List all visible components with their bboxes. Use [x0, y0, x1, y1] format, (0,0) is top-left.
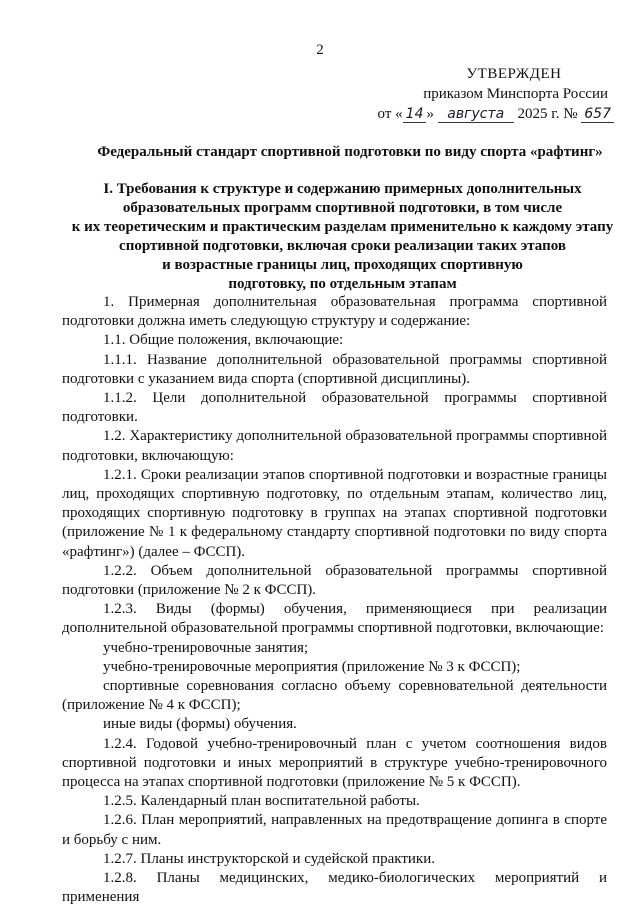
document-body — [62, 293, 607, 908]
paragraph: спортивные соревнования согласно объему соревновательной деятельности (приложение № 4 к ФССП); — [62, 678, 607, 714]
approval-block — [364, 64, 614, 124]
paragraph: 1.2.3. Виды (формы) обучения, применяющиеся при реализации дополнительной образовательной программы спортивной подготовки, включающие: — [62, 601, 607, 637]
page-number: 2 — [316, 42, 324, 58]
date-mid: » — [426, 106, 434, 122]
paragraph: 1.2.5. Календарный план воспитательной работы. — [103, 793, 420, 810]
approval-heading: УТВЕРЖДЕН — [466, 66, 562, 82]
year-number-label: 2025 г. № — [517, 106, 578, 122]
approval-date-line — [364, 104, 614, 124]
handwritten-day: 14 — [403, 107, 427, 123]
section-heading-line: образовательных программ спортивной подготовки, в том числе — [122, 200, 563, 216]
section-heading-line: к их теоретическим и практическим разделам применительно к каждому этапу — [71, 219, 614, 235]
approval-order: приказом Минспорта России — [423, 86, 608, 102]
paragraph: 1.2.6. План мероприятий, направленных на предотвращение допинга в спорте и борьбу с ним. — [62, 812, 607, 848]
date-prefix: от « — [377, 106, 403, 122]
section-heading-line: спортивной подготовки, включая сроки реализации таких этапов — [119, 238, 566, 254]
section-heading — [60, 180, 625, 294]
section-heading-line: и возрастные границы лиц, проходящих спортивную — [162, 257, 523, 273]
paragraph: учебно-тренировочные мероприятия (приложение № 3 к ФССП); — [103, 658, 521, 675]
document-title: Федеральный стандарт спортивной подготовки по виду спорта «рафтинг» — [97, 144, 603, 160]
section-heading-line: I. Требования к структуре и содержанию примерных дополнительных — [103, 181, 582, 197]
paragraph: 1.2.7. Планы инструкторской и судейской практики. — [103, 850, 435, 867]
paragraph: 1.1.2. Цели дополнительной образовательной программы спортивной подготовки. — [62, 390, 607, 426]
handwritten-month: августа — [438, 107, 514, 123]
handwritten-order-number: 657 — [581, 107, 614, 123]
paragraph: 1.2.4. Годовой учебно-тренировочный план с учетом соотношения видов спортивной подготовки и иных мероприятий в структуре учебно-тренировочного процесса на этапах спортивной подготовки (приложение № 5 к ФССП). — [62, 735, 607, 791]
paragraph: учебно-тренировочные занятия; — [103, 639, 309, 656]
section-heading-line: подготовку, по отдельным этапам — [228, 276, 457, 292]
paragraph: 1.2.1. Сроки реализации этапов спортивной подготовки и возрастные границы лиц, проходящих спортивную подготовку, по отдельным этапам, количество лиц, проходящих спортивную подготовку в группах на этапах спортивной подготовки (приложение № 1 к федеральному стандарту спортивной подготовки по виду спорта «рафтинг») (далее – ФССП). — [62, 466, 607, 560]
paragraph: 1.2. Характеристику дополнительной образовательной программы спортивной подготовки, включающую: — [62, 428, 607, 464]
paragraph: 1.2.8. Планы медицинских, медико-биологических мероприятий и применения — [62, 870, 607, 906]
paragraph: 1.1.1. Название дополнительной образовательной программы спортивной подготовки с указанием вида спорта (спортивной дисциплины). — [62, 351, 607, 387]
paragraph: 1.2.2. Объем дополнительной образовательной программы спортивной подготовки (приложение № 2 к ФССП). — [62, 562, 607, 599]
paragraph: 1.1. Общие положения, включающие: — [103, 332, 344, 349]
paragraph: 1. Примерная дополнительная образовательная программа спортивной подготовки должна иметь следующую структуру и содержание: — [62, 294, 607, 330]
paragraph: иные виды (формы) обучения. — [103, 716, 297, 733]
